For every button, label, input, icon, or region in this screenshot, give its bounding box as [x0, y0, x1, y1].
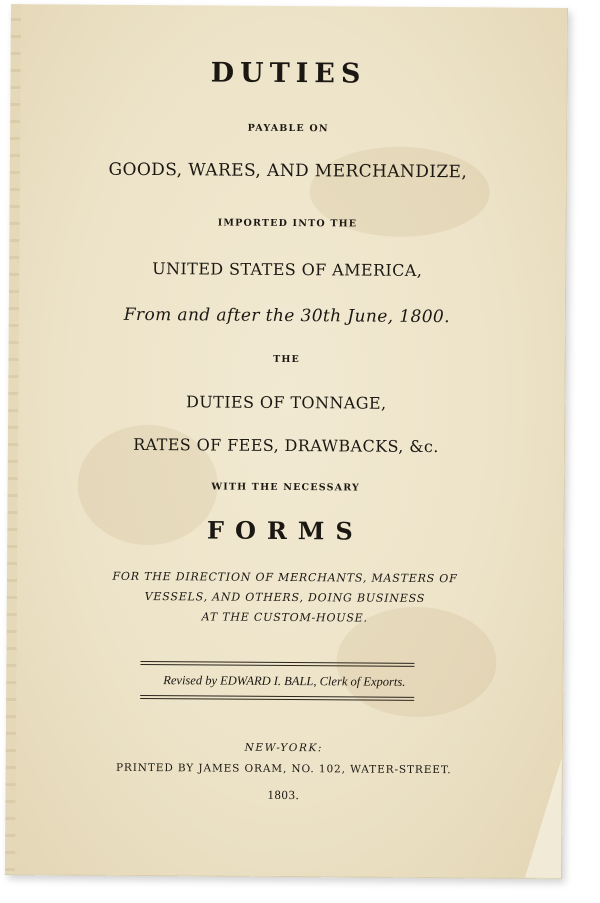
- line-the: THE: [273, 353, 301, 366]
- document-title: DUTIES: [210, 57, 367, 90]
- line-goods-wares: GOODS, WARES, AND MERCHANDIZE,: [108, 159, 468, 183]
- line-imported-into: IMPORTED INTO THE: [217, 217, 358, 230]
- imprint-printer: PRINTED BY JAMES ORAM, NO. 102, WATER-STREET.: [115, 761, 452, 777]
- double-rule-top: [140, 661, 414, 667]
- line-duties-of-tonnage: DUTIES OF TONNAGE,: [185, 392, 387, 413]
- direction-line-3: AT THE CUSTOM-HOUSE.: [201, 610, 368, 625]
- line-forms: FORMS: [206, 515, 364, 546]
- line-united-states: UNITED STATES OF AMERICA,: [152, 259, 423, 280]
- title-page: [5, 4, 568, 879]
- direction-line-1: FOR THE DIRECTION OF MERCHANTS, MASTERS OF: [112, 569, 458, 586]
- revised-by-line: Revised by EDWARD I. BALL, Clerk of Exports.: [163, 673, 406, 689]
- direction-line-2: VESSELS, AND OTHERS, DOING BUSINESS: [144, 590, 426, 605]
- line-effective-date: From and after the 30th June, 1800.: [123, 304, 451, 328]
- line-rates-of-fees: RATES OF FEES, DRAWBACKS, &c.: [133, 434, 439, 457]
- double-rule-bottom: [140, 695, 414, 701]
- line-payable-on: PAYABLE ON: [247, 122, 329, 135]
- line-with-the-necessary: WITH THE NECESSARY: [211, 481, 361, 494]
- imprint-year: 1803.: [267, 787, 300, 803]
- imprint-place: NEW-YORK:: [244, 741, 324, 755]
